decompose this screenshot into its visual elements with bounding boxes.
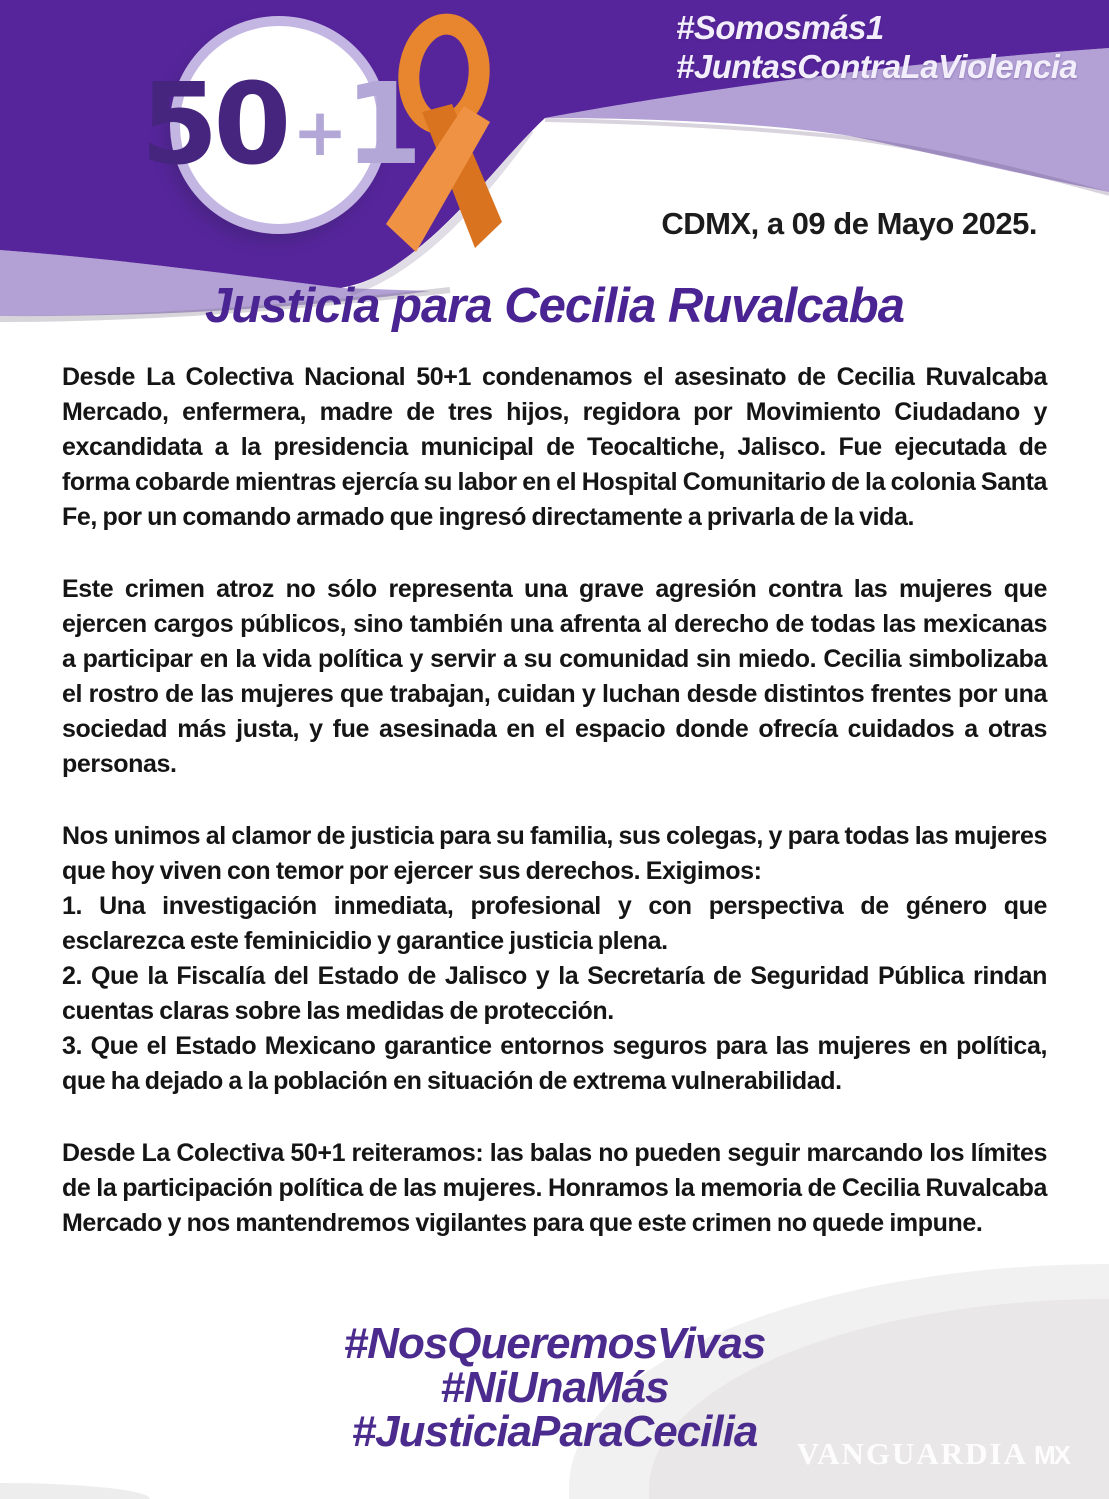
logo-plus-sign: + [292,94,343,171]
logo-number-1: 1 [344,60,418,190]
vanguardia-watermark [797,1436,1069,1472]
paragraph-demands-intro: Nos unimos al clamor de justicia para su familia, sus colegas, y para todas las mujeres que hoy viven con temor por ejercer sus derechos. Exigimos: [62,822,1047,885]
page-title: Justicia para Cecilia Ruvalcaba [205,279,904,333]
header-hashtags [676,8,1077,86]
paragraph-intro: Desde La Colectiva Nacional 50+1 condenamos el asesinato de Cecilia Ruvalcaba Mercado, enfermera, madre de tres hijos, regidora por Movimiento Ciudadano y excandidata a la presidencia municipal de Teocaltiche, Jalisco. Fue ejecutada de forma cobarde mientras ejercía su labor en el Hospital Comunitario de la colonia Santa Fe, por un comando armado que ingresó directamente a privarla de la vida. [62,363,1047,531]
logo-50plus1 [140,16,418,234]
watermark-text: VANGUARDIA [796,1436,1028,1471]
footer-hashtag-1: #NosQueremosVivas [343,1319,766,1368]
header-hashtag-1: #Somosmás1 [676,9,884,46]
orange-ribbon-icon [372,12,514,270]
footer-hashtag-3: #JusticiaParaCecilia [351,1407,758,1456]
statement-body [62,360,1047,1278]
footer-hashtag-2: #NiUnaMás [440,1363,669,1412]
gray-sliver [0,1483,150,1499]
date-line: CDMX, a 09 de Mayo 2025. [661,206,1037,241]
demand-item-2: 2. Que la Fiscalía del Estado de Jalisco y la Secretaría de Seguridad Pública rindan cuentas claras sobre las medidas de protección. [62,962,1047,1025]
watermark-suffix: MX [1034,1440,1069,1470]
paragraph-closing: Desde La Colectiva 50+1 reiteramos: las balas no pueden seguir marcando los límites de la participación política de las mujeres. Honramos la memoria de Cecilia Ruvalcaba Mercado y nos mantendremos vigilantes para que este crimen no quede impune. [62,1139,1047,1237]
logo-number-50: 50 [140,60,287,190]
paragraph-crime: Este crimen atroz no sólo representa una grave agresión contra las mujeres que ejercen cargos públicos, sino también una afrenta al derecho de todas las mexicanas a participar en la vida política y servir a su comunidad sin miedo. Cecilia simbolizaba el rostro de las mujeres que trabajan, cuidan y luchan desde distintos frentes por una sociedad más justa, y fue asesinada en el espacio donde ofrecía cuidados a otras personas. [62,575,1047,778]
demand-item-1: 1. Una investigación inmediata, profesional y con perspectiva de género que esclarezca este feminicidio y garantice justicia plena. [62,892,1047,955]
demand-item-3: 3. Que el Estado Mexicano garantice entornos seguros para las mujeres en política, que ha dejado a la población en situación de extrema vulnerabilidad. [62,1032,1047,1095]
header-hashtag-2: #JuntasContraLaViolencia [676,48,1078,85]
